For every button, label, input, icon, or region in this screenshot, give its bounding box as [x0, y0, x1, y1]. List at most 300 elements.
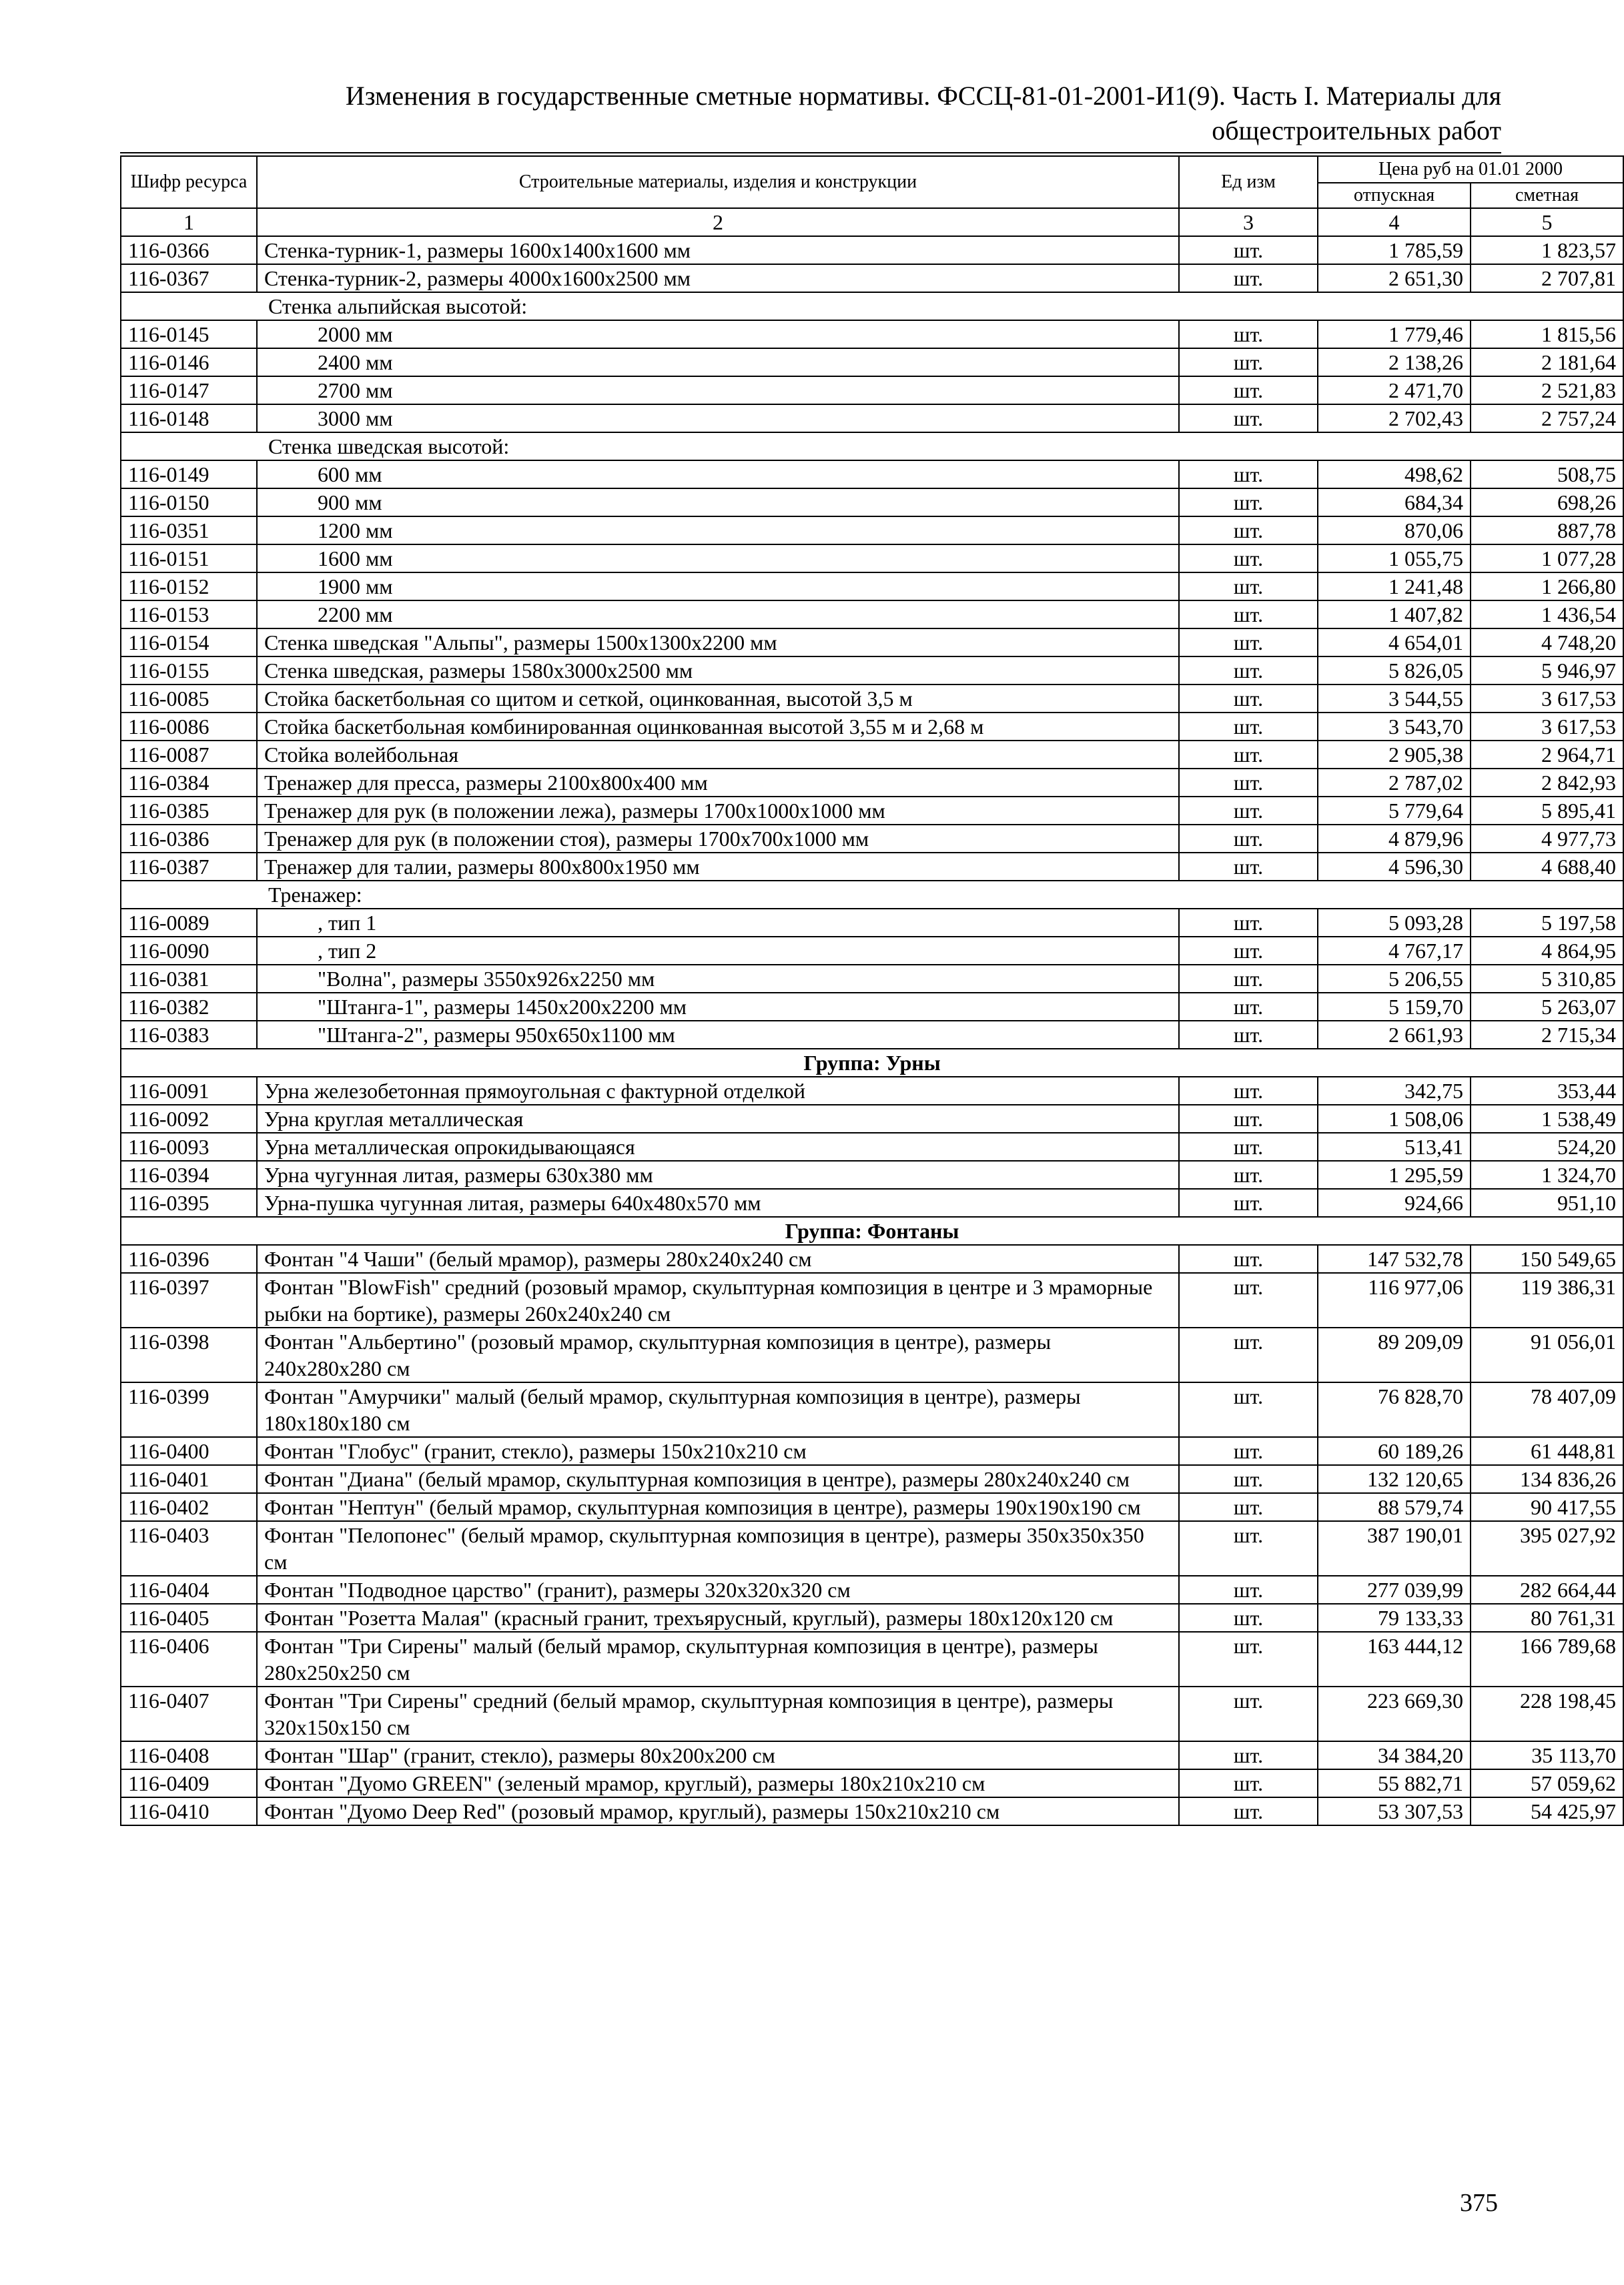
release-price-cell: 76 828,70: [1318, 1382, 1471, 1437]
table-row: [121, 741, 1623, 769]
release-price-cell: 2 471,70: [1318, 376, 1471, 404]
table-row: [121, 713, 1623, 741]
estimate-price-cell: 119 386,31: [1471, 1273, 1623, 1328]
material-name-cell: Стойка волейбольная: [257, 741, 1179, 769]
unit-cell: шт.: [1179, 1632, 1318, 1687]
resource-code-cell: 116-0410: [121, 1797, 257, 1825]
unit-cell: шт.: [1179, 1161, 1318, 1189]
estimate-price-cell: 1 538,49: [1471, 1105, 1623, 1133]
material-name-cell: Фонтан "Дуомо Deep Red" (розовый мрамор, круглый), размеры 150х210х210 см: [257, 1797, 1179, 1825]
unit-cell: шт.: [1179, 264, 1318, 292]
estimate-price-cell: 90 417,55: [1471, 1493, 1623, 1521]
unit-cell: шт.: [1179, 1328, 1318, 1382]
material-name-cell: 1200 мм: [257, 516, 1179, 544]
column-number: 1: [121, 208, 257, 236]
unit-cell: шт.: [1179, 656, 1318, 684]
estimate-price-cell: 35 113,70: [1471, 1741, 1623, 1769]
resource-code-cell: 116-0153: [121, 600, 257, 628]
material-name-cell: Стенка-турник-1, размеры 1600х1400х1600 мм: [257, 236, 1179, 264]
resource-code-cell: 116-0155: [121, 656, 257, 684]
column-number: 3: [1179, 208, 1318, 236]
resource-code-cell: 116-0091: [121, 1077, 257, 1105]
unit-cell: шт.: [1179, 1437, 1318, 1465]
unit-cell: шт.: [1179, 1382, 1318, 1437]
resource-code-cell: 116-0405: [121, 1604, 257, 1632]
unit-cell: шт.: [1179, 628, 1318, 656]
material-name-cell: , тип 1: [257, 909, 1179, 937]
resource-code-cell: 116-0383: [121, 1021, 257, 1049]
estimate-price-cell: 78 407,09: [1471, 1382, 1623, 1437]
table-row: [121, 656, 1623, 684]
unit-cell: шт.: [1179, 1021, 1318, 1049]
material-name-cell: Стенка-турник-2, размеры 4000х1600х2500 мм: [257, 264, 1179, 292]
material-name-cell: 2700 мм: [257, 376, 1179, 404]
material-name-cell: Фонтан "Глобус" (гранит, стекло), размеры 150х210х210 см: [257, 1437, 1179, 1465]
material-name-cell: Тренажер для рук (в положении лежа), размеры 1700х1000х1000 мм: [257, 797, 1179, 825]
column-number: 2: [257, 208, 1179, 236]
material-name-cell: Фонтан "Пелопонес" (белый мрамор, скульптурная композиция в центре), размеры 350х350х350 см: [257, 1521, 1179, 1576]
unit-cell: шт.: [1179, 1245, 1318, 1273]
material-name-cell: Тренажер для талии, размеры 800х800х1950 мм: [257, 853, 1179, 881]
section-title: Стенка альпийская высотой:: [121, 292, 1623, 320]
estimate-price-cell: 3 617,53: [1471, 713, 1623, 741]
estimate-price-cell: 2 521,83: [1471, 376, 1623, 404]
release-price-cell: 55 882,71: [1318, 1769, 1471, 1797]
estimate-price-cell: 951,10: [1471, 1189, 1623, 1217]
unit-cell: шт.: [1179, 488, 1318, 516]
table-row: [121, 1189, 1623, 1217]
table-row: [121, 348, 1623, 376]
resource-code-cell: 116-0399: [121, 1382, 257, 1437]
unit-cell: шт.: [1179, 1604, 1318, 1632]
section-row: [121, 292, 1623, 320]
release-price-cell: 1 508,06: [1318, 1105, 1471, 1133]
material-name-cell: Фонтан "Дуомо GREEN" (зеленый мрамор, круглый), размеры 180х210х210 см: [257, 1769, 1179, 1797]
table-row: [121, 460, 1623, 488]
release-price-cell: 4 596,30: [1318, 853, 1471, 881]
unit-cell: шт.: [1179, 376, 1318, 404]
estimate-price-cell: 91 056,01: [1471, 1328, 1623, 1382]
release-price-cell: 924,66: [1318, 1189, 1471, 1217]
material-name-cell: Урна чугунная литая, размеры 630х380 мм: [257, 1161, 1179, 1189]
release-price-cell: 1 055,75: [1318, 544, 1471, 572]
group-header-row: [121, 1049, 1623, 1077]
table-head: [121, 156, 1623, 208]
resource-code-cell: 116-0152: [121, 572, 257, 600]
resource-code-cell: 116-0409: [121, 1769, 257, 1797]
material-name-cell: Тренажер для пресса, размеры 2100х800х400 мм: [257, 769, 1179, 797]
table-row: [121, 628, 1623, 656]
resource-code-cell: 116-0154: [121, 628, 257, 656]
resource-code-cell: 116-0386: [121, 825, 257, 853]
release-price-cell: 2 702,43: [1318, 404, 1471, 432]
release-price-cell: 3 544,55: [1318, 684, 1471, 713]
table-row: [121, 1161, 1623, 1189]
material-name-cell: 600 мм: [257, 460, 1179, 488]
unit-cell: шт.: [1179, 320, 1318, 348]
table-row: [121, 1604, 1623, 1632]
unit-cell: шт.: [1179, 600, 1318, 628]
table-row: [121, 1797, 1623, 1825]
resource-code-cell: 116-0145: [121, 320, 257, 348]
resource-code-cell: 116-0150: [121, 488, 257, 516]
material-name-cell: Тренажер для рук (в положении стоя), размеры 1700х700х1000 мм: [257, 825, 1179, 853]
material-name-cell: Фонтан "Шар" (гранит, стекло), размеры 80х200х200 см: [257, 1741, 1179, 1769]
table-row: [121, 404, 1623, 432]
table-row: [121, 488, 1623, 516]
table-row: [121, 1328, 1623, 1382]
unit-cell: шт.: [1179, 460, 1318, 488]
release-price-cell: 34 384,20: [1318, 1741, 1471, 1769]
release-price-cell: 5 093,28: [1318, 909, 1471, 937]
table-row: [121, 1245, 1623, 1273]
unit-cell: шт.: [1179, 1077, 1318, 1105]
release-price-cell: 132 120,65: [1318, 1465, 1471, 1493]
group-title: Группа: Фонтаны: [121, 1217, 1623, 1245]
estimate-price-cell: 5 895,41: [1471, 797, 1623, 825]
resource-code-cell: 116-0090: [121, 937, 257, 965]
col-header-price: Цена руб на 01.01 2000: [1318, 156, 1623, 183]
resource-code-cell: 116-0147: [121, 376, 257, 404]
resource-code-cell: 116-0387: [121, 853, 257, 881]
material-name-cell: Фонтан "Нептун" (белый мрамор, скульптурная композиция в центре), размеры 190х190х190 см: [257, 1493, 1179, 1521]
release-price-cell: 5 159,70: [1318, 993, 1471, 1021]
table-body: [121, 208, 1623, 1825]
unit-cell: шт.: [1179, 1133, 1318, 1161]
material-name-cell: 2400 мм: [257, 348, 1179, 376]
estimate-price-cell: 508,75: [1471, 460, 1623, 488]
estimate-price-cell: 282 664,44: [1471, 1576, 1623, 1604]
unit-cell: шт.: [1179, 1769, 1318, 1797]
release-price-cell: 1 295,59: [1318, 1161, 1471, 1189]
resource-code-cell: 116-0395: [121, 1189, 257, 1217]
estimate-price-cell: 134 836,26: [1471, 1465, 1623, 1493]
unit-cell: шт.: [1179, 965, 1318, 993]
estimate-price-cell: 395 027,92: [1471, 1521, 1623, 1576]
estimate-price-cell: 2 181,64: [1471, 348, 1623, 376]
col-header-code: Шифр ресурса: [121, 156, 257, 208]
release-price-cell: 116 977,06: [1318, 1273, 1471, 1328]
table-row: [121, 376, 1623, 404]
unit-cell: шт.: [1179, 797, 1318, 825]
estimate-price-cell: 5 310,85: [1471, 965, 1623, 993]
unit-cell: шт.: [1179, 572, 1318, 600]
resource-code-cell: 116-0085: [121, 684, 257, 713]
section-title: Стенка шведская высотой:: [121, 432, 1623, 460]
section-row: [121, 432, 1623, 460]
table-row: [121, 516, 1623, 544]
resource-code-cell: 116-0093: [121, 1133, 257, 1161]
resource-code-cell: 116-0397: [121, 1273, 257, 1328]
table-row: [121, 1493, 1623, 1521]
material-name-cell: 2200 мм: [257, 600, 1179, 628]
table-row: [121, 1273, 1623, 1328]
unit-cell: шт.: [1179, 516, 1318, 544]
resource-code-cell: 116-0148: [121, 404, 257, 432]
estimate-price-cell: 1 266,80: [1471, 572, 1623, 600]
release-price-cell: 5 779,64: [1318, 797, 1471, 825]
unit-cell: шт.: [1179, 1465, 1318, 1493]
unit-cell: шт.: [1179, 1797, 1318, 1825]
release-price-cell: 79 133,33: [1318, 1604, 1471, 1632]
estimate-price-cell: 80 761,31: [1471, 1604, 1623, 1632]
unit-cell: шт.: [1179, 1189, 1318, 1217]
table-row: [121, 1521, 1623, 1576]
estimate-price-cell: 2 707,81: [1471, 264, 1623, 292]
material-name-cell: Стойка баскетбольная комбинированная оцинкованная высотой 3,55 м и 2,68 м: [257, 713, 1179, 741]
column-number-row: [121, 208, 1623, 236]
unit-cell: шт.: [1179, 1687, 1318, 1741]
unit-cell: шт.: [1179, 769, 1318, 797]
document-header: [120, 79, 1501, 148]
resource-code-cell: 116-0401: [121, 1465, 257, 1493]
unit-cell: шт.: [1179, 993, 1318, 1021]
material-name-cell: Фонтан "Три Сирены" средний (белый мрамор, скульптурная композиция в центре), размеры 320х150х150 см: [257, 1687, 1179, 1741]
unit-cell: шт.: [1179, 909, 1318, 937]
release-price-cell: 277 039,99: [1318, 1576, 1471, 1604]
material-name-cell: Урна круглая металлическая: [257, 1105, 1179, 1133]
release-price-cell: 5 206,55: [1318, 965, 1471, 993]
table-row: [121, 853, 1623, 881]
resource-code-cell: 116-0407: [121, 1687, 257, 1741]
estimate-price-cell: 2 715,34: [1471, 1021, 1623, 1049]
table-row: [121, 1741, 1623, 1769]
resource-code-cell: 116-0146: [121, 348, 257, 376]
estimate-price-cell: 3 617,53: [1471, 684, 1623, 713]
unit-cell: шт.: [1179, 348, 1318, 376]
resource-code-cell: 116-0394: [121, 1161, 257, 1189]
release-price-cell: 89 209,09: [1318, 1328, 1471, 1382]
unit-cell: шт.: [1179, 1493, 1318, 1521]
estimate-price-cell: 5 197,58: [1471, 909, 1623, 937]
resource-code-cell: 116-0149: [121, 460, 257, 488]
estimate-price-cell: 57 059,62: [1471, 1769, 1623, 1797]
estimate-price-cell: 2 964,71: [1471, 741, 1623, 769]
material-name-cell: Фонтан "Розетта Малая" (красный гранит, трехъярусный, круглый), размеры 180х120х120 см: [257, 1604, 1179, 1632]
resource-code-cell: 116-0408: [121, 1741, 257, 1769]
table-row: [121, 1382, 1623, 1437]
unit-cell: шт.: [1179, 937, 1318, 965]
unit-cell: шт.: [1179, 404, 1318, 432]
table-row: [121, 320, 1623, 348]
table-row: [121, 909, 1623, 937]
table-row: [121, 1465, 1623, 1493]
material-name-cell: Фонтан "Подводное царство" (гранит), размеры 320х320х320 см: [257, 1576, 1179, 1604]
material-name-cell: Стенка шведская, размеры 1580х3000х2500 мм: [257, 656, 1179, 684]
table-row: [121, 264, 1623, 292]
header-title-line1: Изменения в государственные сметные нормативы. ФССЦ-81-01-2001-И1(9). Часть I. Материалы для: [345, 81, 1501, 111]
release-price-cell: 1 785,59: [1318, 236, 1471, 264]
estimate-price-cell: 4 688,40: [1471, 853, 1623, 881]
unit-cell: шт.: [1179, 1105, 1318, 1133]
table-row: [121, 1021, 1623, 1049]
material-name-cell: Урна железобетонная прямоугольная с фактурной отделкой: [257, 1077, 1179, 1105]
table-row: [121, 1437, 1623, 1465]
material-name-cell: 1900 мм: [257, 572, 1179, 600]
release-price-cell: 4 879,96: [1318, 825, 1471, 853]
table-row: [121, 1687, 1623, 1741]
table-row: [121, 797, 1623, 825]
estimate-price-cell: 1 823,57: [1471, 236, 1623, 264]
material-name-cell: "Штанга-2", размеры 950х650х1100 мм: [257, 1021, 1179, 1049]
resource-code-cell: 116-0398: [121, 1328, 257, 1382]
resource-code-cell: 116-0351: [121, 516, 257, 544]
col-header-estimate: сметная: [1471, 183, 1623, 208]
material-name-cell: Стойка баскетбольная со щитом и сеткой, оцинкованная, высотой 3,5 м: [257, 684, 1179, 713]
estimate-price-cell: 1 815,56: [1471, 320, 1623, 348]
release-price-cell: 3 543,70: [1318, 713, 1471, 741]
release-price-cell: 4 767,17: [1318, 937, 1471, 965]
estimate-price-cell: 228 198,45: [1471, 1687, 1623, 1741]
release-price-cell: 1 779,46: [1318, 320, 1471, 348]
table-row: [121, 600, 1623, 628]
estimate-price-cell: 698,26: [1471, 488, 1623, 516]
material-name-cell: "Штанга-1", размеры 1450х200х2200 мм: [257, 993, 1179, 1021]
unit-cell: шт.: [1179, 544, 1318, 572]
table-row: [121, 1077, 1623, 1105]
col-header-name: Строительные материалы, изделия и конструкции: [257, 156, 1179, 208]
unit-cell: шт.: [1179, 741, 1318, 769]
material-name-cell: "Волна", размеры 3550х926х2250 мм: [257, 965, 1179, 993]
release-price-cell: 1 407,82: [1318, 600, 1471, 628]
release-price-cell: 513,41: [1318, 1133, 1471, 1161]
price-table: [120, 155, 1624, 1826]
material-name-cell: 900 мм: [257, 488, 1179, 516]
release-price-cell: 2 661,93: [1318, 1021, 1471, 1049]
estimate-price-cell: 2 842,93: [1471, 769, 1623, 797]
table-row: [121, 236, 1623, 264]
estimate-price-cell: 353,44: [1471, 1077, 1623, 1105]
resource-code-cell: 116-0406: [121, 1632, 257, 1687]
release-price-cell: 387 190,01: [1318, 1521, 1471, 1576]
column-number: 4: [1318, 208, 1471, 236]
material-name-cell: Фонтан "Диана" (белый мрамор, скульптурная композиция в центре), размеры 280х240х240 см: [257, 1465, 1179, 1493]
table-row: [121, 544, 1623, 572]
material-name-cell: Урна-пушка чугунная литая, размеры 640х480х570 мм: [257, 1189, 1179, 1217]
release-price-cell: 2 651,30: [1318, 264, 1471, 292]
section-row: [121, 881, 1623, 909]
header-title-line2: общестроительных работ: [1212, 115, 1501, 145]
release-price-cell: 5 826,05: [1318, 656, 1471, 684]
unit-cell: шт.: [1179, 713, 1318, 741]
table-row: [121, 937, 1623, 965]
estimate-price-cell: 2 757,24: [1471, 404, 1623, 432]
table-row: [121, 993, 1623, 1021]
material-name-cell: , тип 2: [257, 937, 1179, 965]
resource-code-cell: 116-0384: [121, 769, 257, 797]
material-name-cell: Фонтан "Амурчики" малый (белый мрамор, скульптурная композиция в центре), размеры 180х180х180 см: [257, 1382, 1179, 1437]
resource-code-cell: 116-0404: [121, 1576, 257, 1604]
material-name-cell: Фонтан "Три Сирены" малый (белый мрамор, скульптурная композиция в центре), размеры 280х250х250 см: [257, 1632, 1179, 1687]
table-row: [121, 769, 1623, 797]
unit-cell: шт.: [1179, 853, 1318, 881]
col-header-unit: Ед изм: [1179, 156, 1318, 208]
resource-code-cell: 116-0092: [121, 1105, 257, 1133]
material-name-cell: Стенка шведская "Альпы", размеры 1500х1300х2200 мм: [257, 628, 1179, 656]
page-number: 375: [1460, 2189, 1498, 2217]
table-row: [121, 965, 1623, 993]
release-price-cell: 223 669,30: [1318, 1687, 1471, 1741]
release-price-cell: 60 189,26: [1318, 1437, 1471, 1465]
estimate-price-cell: 1 077,28: [1471, 544, 1623, 572]
unit-cell: шт.: [1179, 1521, 1318, 1576]
release-price-cell: 163 444,12: [1318, 1632, 1471, 1687]
estimate-price-cell: 4 864,95: [1471, 937, 1623, 965]
resource-code-cell: 116-0381: [121, 965, 257, 993]
release-price-cell: 2 787,02: [1318, 769, 1471, 797]
resource-code-cell: 116-0382: [121, 993, 257, 1021]
table-row: [121, 684, 1623, 713]
release-price-cell: 88 579,74: [1318, 1493, 1471, 1521]
unit-cell: шт.: [1179, 236, 1318, 264]
col-header-release: отпускная: [1318, 183, 1471, 208]
material-name-cell: 2000 мм: [257, 320, 1179, 348]
estimate-price-cell: 4 977,73: [1471, 825, 1623, 853]
release-price-cell: 2 905,38: [1318, 741, 1471, 769]
estimate-price-cell: 5 946,97: [1471, 656, 1623, 684]
group-header-row: [121, 1217, 1623, 1245]
unit-cell: шт.: [1179, 684, 1318, 713]
unit-cell: шт.: [1179, 825, 1318, 853]
release-price-cell: 4 654,01: [1318, 628, 1471, 656]
estimate-price-cell: 887,78: [1471, 516, 1623, 544]
release-price-cell: 2 138,26: [1318, 348, 1471, 376]
header-rule: [120, 152, 1501, 153]
resource-code-cell: 116-0400: [121, 1437, 257, 1465]
unit-cell: шт.: [1179, 1273, 1318, 1328]
unit-cell: шт.: [1179, 1576, 1318, 1604]
table-row: [121, 1769, 1623, 1797]
release-price-cell: 684,34: [1318, 488, 1471, 516]
estimate-price-cell: 54 425,97: [1471, 1797, 1623, 1825]
table-row: [121, 1632, 1623, 1687]
resource-code-cell: 116-0402: [121, 1493, 257, 1521]
resource-code-cell: 116-0385: [121, 797, 257, 825]
table-row: [121, 825, 1623, 853]
material-name-cell: Фонтан "Альбертино" (розовый мрамор, скульптурная композиция в центре), размеры 240х280х280 см: [257, 1328, 1179, 1382]
release-price-cell: 498,62: [1318, 460, 1471, 488]
material-name-cell: Фонтан "4 Чаши" (белый мрамор), размеры 280х240х240 см: [257, 1245, 1179, 1273]
resource-code-cell: 116-0366: [121, 236, 257, 264]
estimate-price-cell: 524,20: [1471, 1133, 1623, 1161]
unit-cell: шт.: [1179, 1741, 1318, 1769]
estimate-price-cell: 4 748,20: [1471, 628, 1623, 656]
column-number: 5: [1471, 208, 1623, 236]
estimate-price-cell: 1 436,54: [1471, 600, 1623, 628]
release-price-cell: 147 532,78: [1318, 1245, 1471, 1273]
release-price-cell: 53 307,53: [1318, 1797, 1471, 1825]
estimate-price-cell: 166 789,68: [1471, 1632, 1623, 1687]
material-name-cell: Фонтан "BlowFish" средний (розовый мрамор, скульптурная композиция в центре и 3 мраморные рыбки на бортике), размеры 260х240х240 см: [257, 1273, 1179, 1328]
resource-code-cell: 116-0086: [121, 713, 257, 741]
table-row: [121, 1576, 1623, 1604]
section-title: Тренажер:: [121, 881, 1623, 909]
table-row: [121, 572, 1623, 600]
group-title: Группа: Урны: [121, 1049, 1623, 1077]
estimate-price-cell: 61 448,81: [1471, 1437, 1623, 1465]
resource-code-cell: 116-0087: [121, 741, 257, 769]
release-price-cell: 1 241,48: [1318, 572, 1471, 600]
resource-code-cell: 116-0367: [121, 264, 257, 292]
estimate-price-cell: 150 549,65: [1471, 1245, 1623, 1273]
estimate-price-cell: 1 324,70: [1471, 1161, 1623, 1189]
material-name-cell: 3000 мм: [257, 404, 1179, 432]
table-row: [121, 1105, 1623, 1133]
release-price-cell: 342,75: [1318, 1077, 1471, 1105]
estimate-price-cell: 5 263,07: [1471, 993, 1623, 1021]
material-name-cell: 1600 мм: [257, 544, 1179, 572]
table-row: [121, 1133, 1623, 1161]
